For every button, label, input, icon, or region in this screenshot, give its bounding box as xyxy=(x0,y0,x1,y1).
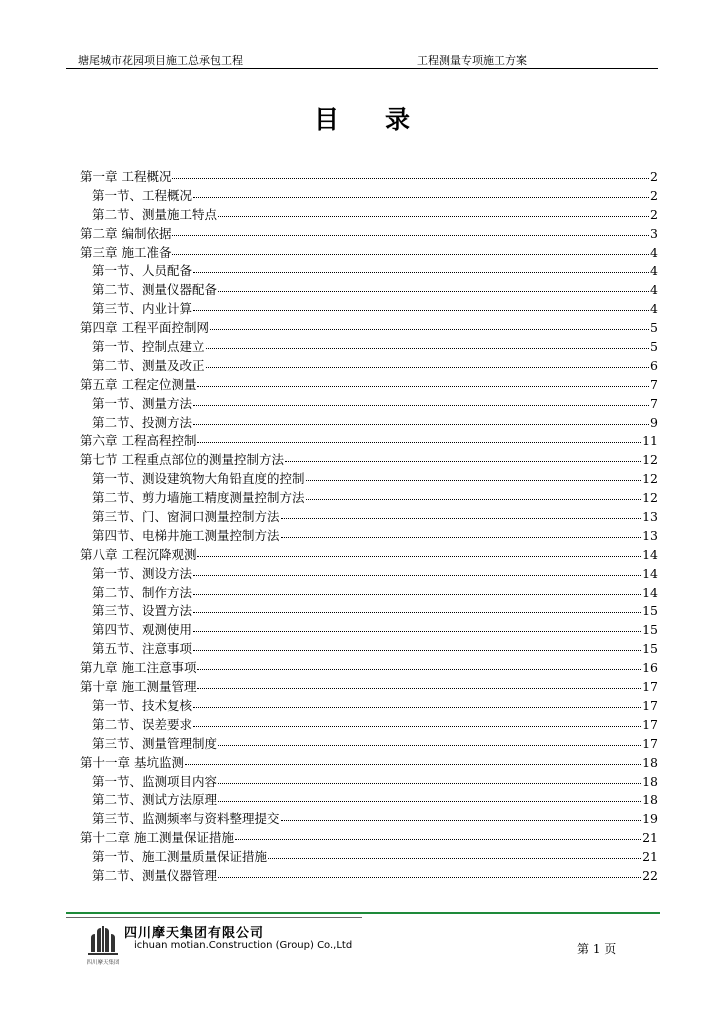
toc-entry-label: 第三节、测量管理制度 xyxy=(92,735,218,751)
toc-entry-label: 第一节、人员配备 xyxy=(92,263,193,279)
toc-section-entry[interactable] xyxy=(80,809,658,828)
toc-entry-label: 第二节、剪力墙施工精度测量控制方法 xyxy=(92,490,305,506)
toc-entry-page: 17 xyxy=(642,697,658,713)
toc-entry-label: 第二节、测量仪器配备 xyxy=(92,282,218,298)
toc-section-entry[interactable] xyxy=(80,866,658,885)
toc-entry-page: 2 xyxy=(650,169,658,184)
toc-entry-page: 21 xyxy=(642,849,658,865)
toc-entry-page: 3 xyxy=(650,225,658,241)
toc-section-entry[interactable] xyxy=(80,847,658,866)
toc-entry-page: 19 xyxy=(642,811,658,827)
toc-dot-leader xyxy=(281,525,642,538)
toc-dot-leader xyxy=(193,412,649,425)
toc-chapter-entry[interactable] xyxy=(80,545,658,564)
toc-entry-label: 第六章 工程高程控制 xyxy=(80,433,197,449)
toc-entry-page: 7 xyxy=(650,395,658,411)
toc-entry-page: 11 xyxy=(642,433,658,449)
toc-entry-label: 第四节、观测使用 xyxy=(92,622,193,638)
toc-dot-leader xyxy=(281,506,642,519)
toc-dot-leader xyxy=(172,166,649,179)
footer-rule-green xyxy=(66,912,660,914)
toc-entry-label: 第二节、测试方法原理 xyxy=(92,792,218,808)
toc-dot-leader xyxy=(268,846,641,859)
page-number: 第 1 页 xyxy=(577,942,617,956)
toc-entry-page: 14 xyxy=(642,584,658,600)
toc-entry-label: 第一节、测量方法 xyxy=(92,395,193,411)
toc-dot-leader xyxy=(218,733,641,746)
toc-entry-label: 第二节、投测方法 xyxy=(92,414,193,430)
toc-entry-page: 13 xyxy=(642,527,658,543)
toc-entry-label: 第四章 工程平面控制网 xyxy=(80,320,209,336)
toc-entry-label: 第二节、测量仪器管理 xyxy=(92,867,218,883)
toc-entry-label: 第七节 工程重点部位的测量控制方法 xyxy=(80,452,284,468)
toc-chapter-entry[interactable] xyxy=(80,753,658,772)
toc-dot-leader xyxy=(206,355,650,368)
toc-entry-label: 第一节、测设建筑物大角铅直度的控制 xyxy=(92,471,305,487)
company-logo-icon xyxy=(80,922,126,968)
toc-dot-leader xyxy=(172,223,649,236)
toc-chapter-entry[interactable] xyxy=(80,658,658,677)
toc-section-entry[interactable] xyxy=(80,715,658,734)
toc-dot-leader xyxy=(235,827,641,840)
toc-entry-page: 22 xyxy=(642,867,658,883)
toc-entry-page: 4 xyxy=(650,263,658,279)
toc-entry-page: 7 xyxy=(650,376,658,392)
toc-entry-page: 18 xyxy=(642,792,658,808)
toc-entry-page: 4 xyxy=(650,244,658,260)
toc-dot-leader xyxy=(197,374,649,387)
footer-rule-gray xyxy=(66,917,362,918)
toc-entry-page: 4 xyxy=(650,301,658,317)
toc-entry-page: 2 xyxy=(650,187,658,203)
toc-entry-page: 14 xyxy=(642,565,658,581)
toc-entry-page: 18 xyxy=(642,754,658,770)
toc-dot-leader xyxy=(285,449,641,462)
toc-entry-page: 12 xyxy=(642,452,658,468)
toc-section-entry[interactable] xyxy=(80,583,658,602)
page-header xyxy=(66,50,658,69)
header-document-title: 工程测量专项施工方案 xyxy=(417,54,527,67)
toc-dot-leader xyxy=(218,865,641,878)
toc-chapter-entry[interactable] xyxy=(80,224,658,243)
toc-dot-leader xyxy=(193,563,641,576)
toc-entry-label: 第三节、内业计算 xyxy=(92,301,193,317)
toc-dot-leader xyxy=(193,600,641,613)
toc-section-entry[interactable] xyxy=(80,488,658,507)
toc-section-entry[interactable] xyxy=(80,734,658,753)
toc-entry-label: 第三节、监测频率与资料整理提交 xyxy=(92,811,280,827)
toc-entry-page: 21 xyxy=(642,830,658,846)
toc-entry-label: 第二章 编制依据 xyxy=(80,225,172,241)
toc-entry-label: 第十一章 基坑监测 xyxy=(80,754,184,770)
toc-entry-label: 第四节、电梯井施工测量控制方法 xyxy=(92,527,280,543)
toc-section-entry[interactable] xyxy=(80,299,658,318)
toc-entry-label: 第二节、测量施工特点 xyxy=(92,206,218,222)
toc-dot-leader xyxy=(193,393,649,406)
toc-entry-page: 12 xyxy=(642,471,658,487)
toc-entry-page: 4 xyxy=(650,282,658,298)
toc-entry-label: 第三节、设置方法 xyxy=(92,603,193,619)
toc-dot-leader xyxy=(218,771,641,784)
toc-dot-leader xyxy=(197,657,641,670)
toc-dot-leader xyxy=(218,789,641,802)
toc-dot-leader xyxy=(185,752,641,765)
toc-entry-label: 第五章 工程定位测量 xyxy=(80,376,197,392)
toc-chapter-entry[interactable] xyxy=(80,450,658,469)
toc-entry-label: 第一节、施工测量质量保证措施 xyxy=(92,849,268,865)
company-name-cn: 四川摩天集团有限公司 xyxy=(124,926,265,941)
toc-entry-label: 第五节、注意事项 xyxy=(92,641,193,657)
toc-section-entry[interactable] xyxy=(80,469,658,488)
toc-entry-page: 15 xyxy=(642,641,658,657)
company-name-en: ichuan motian.Construction (Group) Co.,Ltd xyxy=(134,940,353,951)
toc-entry-label: 第九章 施工注意事项 xyxy=(80,660,197,676)
toc-section-entry[interactable] xyxy=(80,620,658,639)
toc-entry-label: 第一节、技术复核 xyxy=(92,697,193,713)
toc-dot-leader xyxy=(197,676,641,689)
header-project-name: 塘尾城市花园项目施工总承包工程 xyxy=(78,54,243,67)
toc-dot-leader xyxy=(193,185,649,198)
toc-entry-label: 第三节、门、窗洞口测量控制方法 xyxy=(92,509,280,525)
toc-entry-label: 第三章 施工准备 xyxy=(80,244,172,260)
toc-entry-page: 9 xyxy=(650,414,658,430)
toc-entry-page: 16 xyxy=(642,660,658,676)
toc-dot-leader xyxy=(306,468,642,481)
toc-section-entry[interactable] xyxy=(80,507,658,526)
toc-entry-label: 第一节、监测项目内容 xyxy=(92,773,218,789)
toc-section-entry[interactable] xyxy=(80,601,658,620)
toc-chapter-entry[interactable] xyxy=(80,828,658,847)
toc-entry-label: 第一节、工程概况 xyxy=(92,187,193,203)
toc-entry-page: 15 xyxy=(642,622,658,638)
toc-chapter-entry[interactable] xyxy=(80,431,658,450)
toc-dot-leader xyxy=(193,695,641,708)
toc-section-entry[interactable] xyxy=(80,394,658,413)
toc-dot-leader xyxy=(206,336,650,349)
toc-entry-page: 5 xyxy=(650,320,658,336)
toc-dot-leader xyxy=(281,808,642,821)
toc-section-entry[interactable] xyxy=(80,772,658,791)
toc-dot-leader xyxy=(193,714,641,727)
toc-dot-leader xyxy=(218,279,649,292)
toc-dot-leader xyxy=(193,260,649,273)
toc-entry-page: 5 xyxy=(650,339,658,355)
toc-dot-leader xyxy=(306,487,642,500)
toc-section-entry[interactable] xyxy=(80,280,658,299)
toc-section-entry[interactable] xyxy=(80,564,658,583)
toc-entry-page: 15 xyxy=(642,603,658,619)
toc-section-entry[interactable] xyxy=(80,526,658,545)
toc-dot-leader xyxy=(193,638,641,651)
toc-entry-label: 第二节、测量及改正 xyxy=(92,357,205,373)
toc-section-entry[interactable] xyxy=(80,356,658,375)
toc-entry-page: 14 xyxy=(642,546,658,562)
toc-section-entry[interactable] xyxy=(80,261,658,280)
toc-entry-label: 第一章 工程概况 xyxy=(80,169,172,184)
toc-chapter-entry[interactable] xyxy=(80,243,658,262)
toc-section-entry[interactable] xyxy=(80,639,658,658)
toc-section-entry[interactable] xyxy=(80,337,658,356)
toc-entry-page: 12 xyxy=(642,490,658,506)
toc-entry-label: 第十章 施工测量管理 xyxy=(80,679,197,695)
toc-entry-page: 13 xyxy=(642,509,658,525)
toc-entry-label: 第十二章 施工测量保证措施 xyxy=(80,830,234,846)
toc-dot-leader xyxy=(193,619,641,632)
toc-entry-page: 17 xyxy=(642,735,658,751)
toc-dot-leader xyxy=(197,430,641,443)
toc-section-entry[interactable] xyxy=(80,186,658,205)
toc-entry-page: 2 xyxy=(650,206,658,222)
toc-dot-leader xyxy=(197,544,641,557)
toc-section-entry[interactable] xyxy=(80,205,658,224)
toc-entry-label: 第二节、误差要求 xyxy=(92,716,193,732)
toc-section-entry[interactable] xyxy=(80,413,658,432)
toc-title: 目录 xyxy=(313,105,456,134)
toc-entry-label: 第一节、控制点建立 xyxy=(92,339,205,355)
toc-dot-leader xyxy=(218,204,649,217)
toc-entry-page: 18 xyxy=(642,773,658,789)
toc-dot-leader xyxy=(193,298,649,311)
table-of-contents xyxy=(80,167,658,885)
toc-section-entry[interactable] xyxy=(80,790,658,809)
toc-chapter-entry[interactable] xyxy=(80,375,658,394)
toc-chapter-entry[interactable] xyxy=(80,318,658,337)
toc-entry-label: 第八章 工程沉降观测 xyxy=(80,546,197,562)
toc-entry-page: 17 xyxy=(642,716,658,732)
toc-entry-page: 6 xyxy=(650,357,658,373)
toc-entry-label: 第二节、制作方法 xyxy=(92,584,193,600)
toc-entry-label: 第一节、测设方法 xyxy=(92,565,193,581)
toc-dot-leader xyxy=(172,242,649,255)
toc-chapter-entry[interactable] xyxy=(80,167,658,186)
toc-entry-page: 17 xyxy=(642,679,658,695)
toc-section-entry[interactable] xyxy=(80,696,658,715)
logo-caption: 四川摩天集团 xyxy=(86,960,120,966)
toc-chapter-entry[interactable] xyxy=(80,677,658,696)
toc-dot-leader xyxy=(210,317,649,330)
toc-dot-leader xyxy=(193,582,641,595)
